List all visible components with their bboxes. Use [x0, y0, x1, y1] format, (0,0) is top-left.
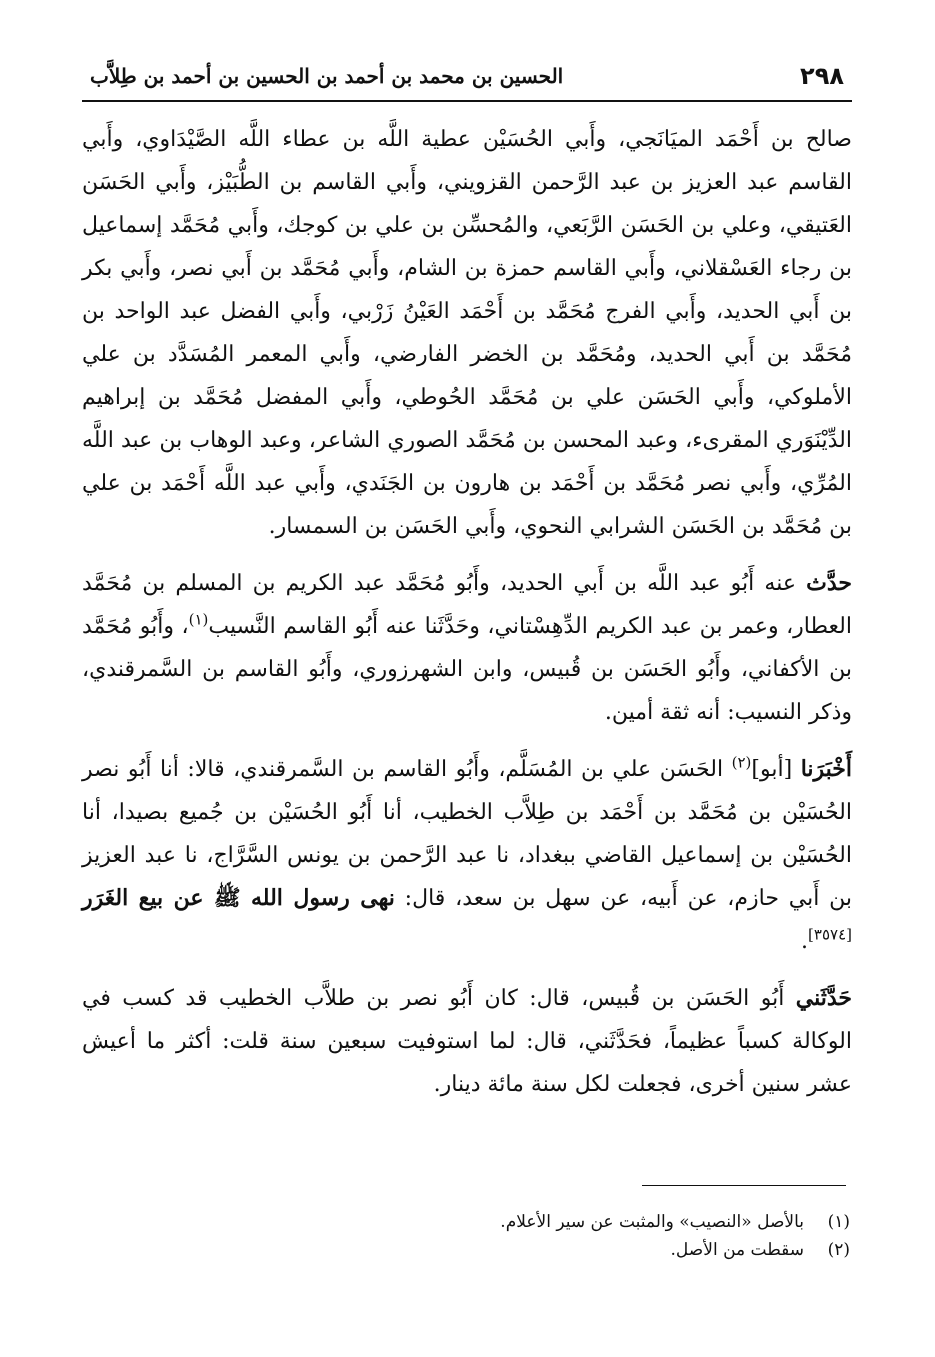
lead-word: أَخْبَرَنا — [800, 756, 853, 782]
footnote-text: سقطت من الأصل. — [670, 1240, 804, 1260]
footnote-text: بالأصل «النصيب» والمثبت عن سير الأعلام. — [500, 1212, 804, 1232]
paragraph-anecdote — [82, 977, 852, 1106]
paragraph-text: الحَسَن علي بن المُسَلَّم، وأَبُو القاسم بن السَّمرقندي، قالا: أنا أَبُو نصر الحُسَيْن بن مُحَمَّد بن أَحْمَد بن طِلاَّب الخطيب، أنا أَبُو الحُسَيْن بن جُميع بصيدا، أنا الحُسَيْن بن إسماعيل القاضي ببغداد، نا عبد الرَّحمن بن يونس السَّرَّاج، نا عبد العزيز بن أَبي حازم، عن أَبيه، عن سهل بن سعد، قال: — [82, 757, 852, 911]
header-rule — [82, 100, 852, 102]
footnote-ref: (١) — [188, 610, 209, 629]
paragraph-students — [82, 562, 852, 734]
paragraph-text: أَبُو الحَسَن بن قُبيس، قال: كان أَبُو نصر بن طلاَّب الخطيب قد كسب في الوكالة كسباً عظيماً، فحَدَّثَني، قال: لما استوفيت سبعين سنة قلت: أكثر ما أعيش عشر سنين أخرى، فجعلت لكل سنة مائة دينار. — [82, 986, 852, 1097]
footnote-item — [400, 1208, 850, 1236]
footnote-rule — [642, 1185, 846, 1186]
lead-word: حدَّث — [806, 570, 852, 596]
main-text — [82, 118, 852, 1116]
lead-word: حَدَّثَني — [795, 985, 852, 1011]
paragraph-text: ، وأَبُو مُحَمَّد بن الأكفاني، وأَبُو الحَسَن بن قُبيس، وابن الشهرزوري، وأَبُو القاسم بن السَّمرقندي، وذكر النسيب: أنه ثقة أمين. — [82, 614, 852, 725]
paragraph-teachers — [82, 118, 852, 548]
page-header — [82, 58, 852, 98]
footnote-ref: (٢) — [731, 753, 752, 772]
paragraph-text: عنه أَبُو عبد اللَّه بن أَبي الحديد، وأَبُو مُحَمَّد عبد الكريم بن المسلم بن مُحَمَّد العطار، وعمر بن عبد الكريم الدِّهِسْتاني، وحَدَّثَنا عنه أَبُو القاسم النَّسيب — [82, 571, 852, 639]
footnote-item — [400, 1236, 850, 1264]
hadith-citation: [٣٥٧٤] — [808, 925, 852, 944]
paragraph-end: . — [801, 929, 809, 954]
footnote-number: (٢) — [827, 1240, 850, 1260]
paragraph-text: صالح بن أَحْمَد الميَانَجي، وأَبي الحُسَيْن عطية اللَّه بن عطاء اللَّه الصَّيْدَاوي، وأَبي القاسم عبد العزيز بن عبد الرَّحمن القزويني، وأَبي القاسم بن الطُّبَيْز، وأَبي الحَسَن العَتيقي، وعلي بن الحَسَن الرَّبَعي، والمُحسِّن بن علي بن كوجك، وأَبي مُحَمَّد إسماعيل بن رجاء العَسْقلاني، وأَبي القاسم حمزة بن الشام، وأَبي مُحَمَّد بن أَبي نصر، وأَبي بكر بن أَبي الحديد، وأَبي الفرج مُحَمَّد بن أَحْمَد العَيْنُ زَرْبي، وأَبي الفضل عبد الواحد بن مُحَمَّد بن أَبي الحديد، ومُحَمَّد بن الخضر الفارضي، وأَبي المعمر المُسَدَّد بن علي الأملوكي، وأَبي الحَسَن علي بن مُحَمَّد الحُوطي، وأَبي المفضل مُحَمَّد بن إبراهيم الدِّيْنَوَري المقرىء، وعبد المحسن بن مُحَمَّد الصوري الشاعر، وعبد الوهاب بن عبد اللَّه المُرِّي، وأَبي نصر مُحَمَّد بن أَحْمَد بن هارون بن الجَنَدي، وأَبي عبد اللَّه أَحْمَد بن علي بن مُحَمَّد بن الحَسَن الشرابي النحوي، وأَبي الحَسَن بن السمسار. — [82, 127, 852, 539]
hadith-text: نهى رسول الله ﷺ عن بيع الغَرَر — [82, 885, 395, 911]
footnote-number: (١) — [827, 1212, 850, 1232]
paragraph-hadith — [82, 748, 852, 963]
paragraph-text: [أبو] — [751, 757, 801, 782]
page-number: ٢٩٨ — [800, 62, 844, 90]
running-title: الحسين بن محمد بن أحمد بن الحسين بن أحمد بن طِلاَّب — [90, 64, 564, 88]
footnotes — [400, 1208, 850, 1264]
